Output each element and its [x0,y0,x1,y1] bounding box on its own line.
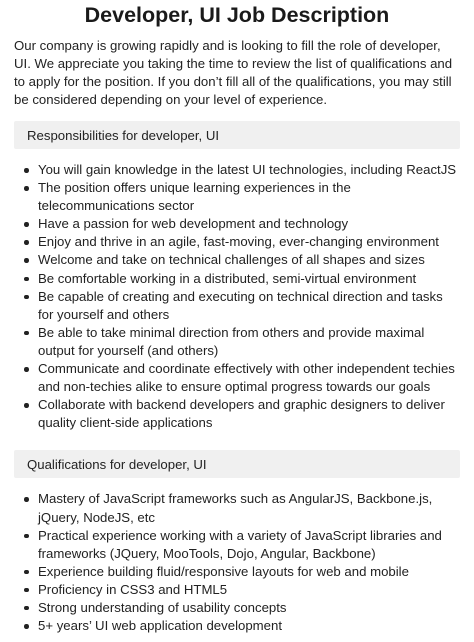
list-item-text: Proficiency in CSS3 and HTML5 [38,581,228,597]
bullet-icon [24,277,29,282]
qualifications-heading: Qualifications for developer, UI [27,456,207,472]
qualifications-header [14,450,460,478]
list-item [38,288,460,324]
list-item [38,233,460,251]
list-item [38,599,460,617]
responsibilities-heading: Responsibilities for developer, UI [27,127,220,143]
bullet-icon [24,240,29,245]
bullet-icon [24,570,29,575]
bullet-icon [24,624,29,629]
qualifications-list [14,490,460,635]
list-item [38,396,460,432]
list-item [38,563,460,581]
list-item [38,215,460,233]
bullet-icon [24,295,29,300]
list-item-text: Welcome and take on technical challenges of all shapes and sizes [38,252,425,268]
bullet-icon [24,331,29,336]
list-item [38,270,460,288]
page-title: Developer, UI Job Description [84,3,390,27]
bullet-icon [24,606,29,611]
bullet-icon [24,534,29,539]
bullet-icon [24,168,29,173]
intro-paragraph: Our company is growing rapidly and is looking to fill the role of developer, UI. We appreciate you taking the time to review the list of qualifications and to apply for the position. If you don’t fill all of the qualifications, you may still be considered depending on your level of experience. [14,38,453,107]
bullet-icon [24,588,29,593]
list-item [38,161,460,179]
list-item [38,490,460,526]
list-item-text: Collaborate with backend developers and graphic designers to deliver quality client-side applications [38,397,445,431]
list-item-text: The position offers unique learning experiences in the telecommunications sector [38,180,351,214]
bullet-icon [24,258,29,263]
list-item-text: Enjoy and thrive in an agile, fast-moving, ever-changing environment [38,234,439,250]
list-item-text: You will gain knowledge in the latest UI technologies, including ReactJS [38,162,457,177]
list-item [38,617,460,635]
list-item-text: Mastery of JavaScript frameworks such as AngularJS, Backbone.js, jQuery, NodeJS, etc [38,491,433,525]
list-item [38,360,460,396]
list-item-text: Be capable of creating and executing on technical direction and tasks for yourself and others [38,288,443,322]
list-item-text: 5+ years’ UI web application development [38,618,282,634]
list-item-text: Be comfortable working in a distributed, semi-virtual environment [38,270,417,286]
list-item-text: Communicate and coordinate effectively with other independent techies and non-techies alike to ensure optimal progress towards our goals [38,361,455,395]
list-item [38,581,460,599]
list-item-text: Practical experience working with a variety of JavaScript libraries and frameworks (JQuery, MooTools, Dojo, Angular, Backbone) [38,527,442,561]
responsibilities-list [14,161,460,432]
list-item-text: Strong understanding of usability concepts [38,599,287,615]
bullet-icon [24,403,29,408]
responsibilities-header [14,121,460,149]
bullet-icon [24,186,29,191]
list-item [38,324,460,360]
list-item [38,251,460,269]
list-item-text: Experience building fluid/responsive layouts for web and mobile [38,563,409,579]
list-item [38,179,460,215]
list-item [38,527,460,563]
bullet-icon [24,367,29,372]
bullet-icon [24,497,29,502]
list-item-text: Have a passion for web development and technology [38,216,349,232]
list-item-text: Be able to take minimal direction from others and provide maximal output for yourself (and others) [38,324,425,358]
bullet-icon [24,222,29,227]
